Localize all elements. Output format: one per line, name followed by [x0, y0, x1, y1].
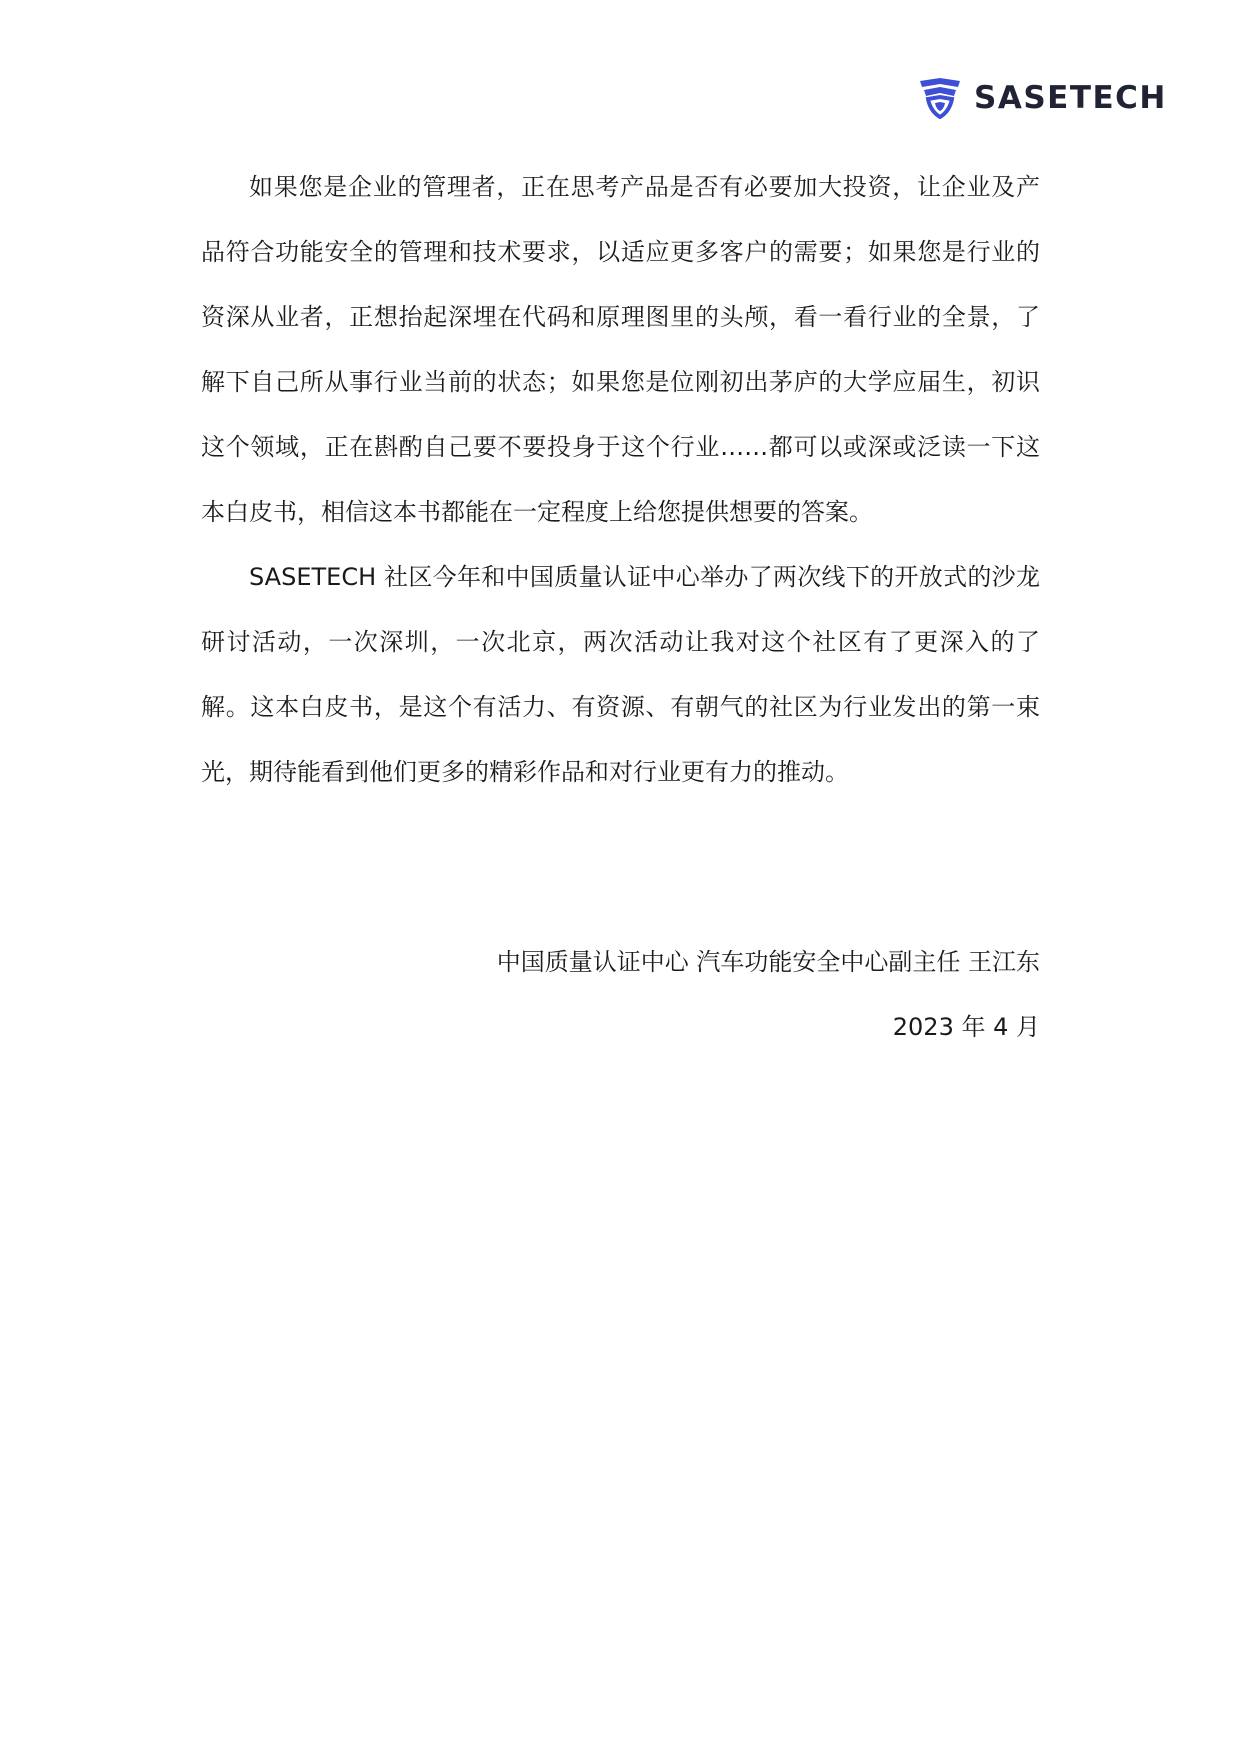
logo-wordmark: SASETECH: [974, 79, 1167, 116]
document-body: [201, 155, 1040, 805]
signature-author: 中国质量认证中心 汽车功能安全中心副主任 王江东: [496, 948, 1040, 976]
paragraph: 如果您是企业的管理者，正在思考产品是否有必要加大投资，让企业及产品符合功能安全的管理和技术要求，以适应更多客户的需要；如果您是行业的资深从业者，正想抬起深埋在代码和原理图里的头颅，看一看行业的全景，了解下自己所从事行业当前的状态；如果您是位刚初出茅庐的大学应届生，初识这个领域，正在斟酌自己要不要投身于这个行业……都可以或深或泛读一下这本白皮书，相信这本书都能在一定程度上给您提供想要的答案。: [201, 173, 1040, 526]
sasetech-shield-icon: [918, 77, 962, 119]
paragraph: SASETECH 社区今年和中国质量认证中心举办了两次线下的开放式的沙龙研讨活动，一次深圳，一次北京，两次活动让我对这个社区有了更深入的了解。这本白皮书，是这个有活力、有资源、有朝气的社区为行业发出的第一束光，期待能看到他们更多的精彩作品和对行业更有力的推动。: [201, 563, 1040, 786]
signature-date: 2023 年 4 月: [892, 1013, 1040, 1041]
header-logo: [918, 74, 1167, 122]
signature-block: [497, 930, 1040, 1060]
